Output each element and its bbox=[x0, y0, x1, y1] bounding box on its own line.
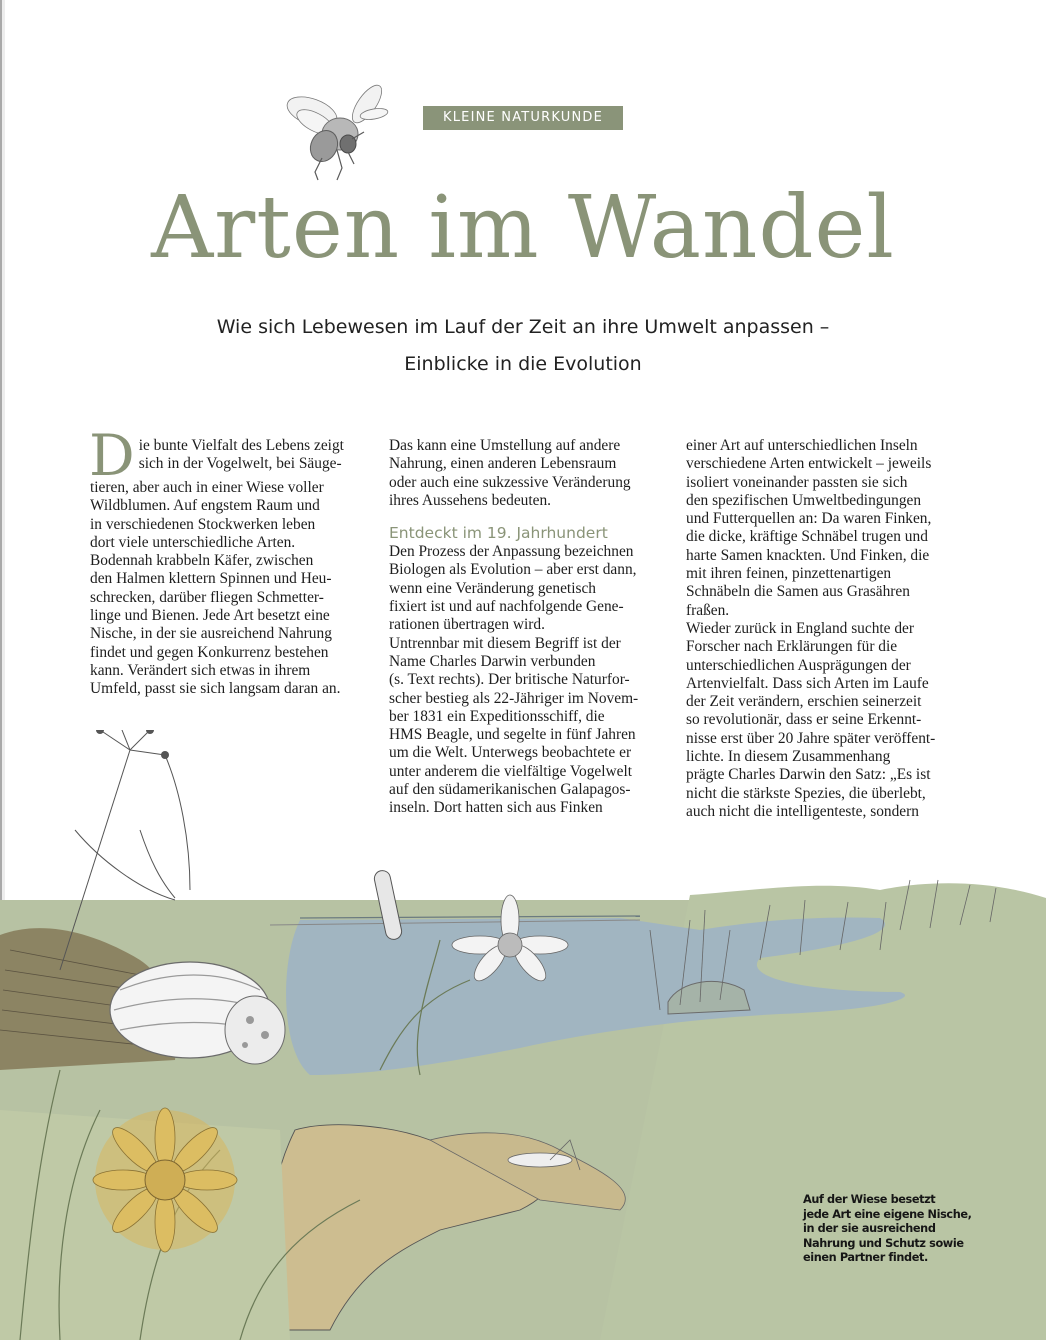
line: unter anderem die vielfältige Vogelwelt bbox=[389, 762, 633, 780]
line: um die Welt. Unterwegs beobachtete er bbox=[389, 744, 632, 762]
line: dort viele unterschiedliche Arten. bbox=[90, 533, 296, 551]
line: harte Samen knackten. Und Finken, die bbox=[686, 546, 930, 564]
line: in verschiedenen Stockwerken leben bbox=[90, 515, 316, 533]
drop-cap: D bbox=[89, 423, 135, 489]
line: prägte Charles Darwin den Satz: „Es ist bbox=[686, 766, 931, 784]
line: so revolutionär, dass er seine Erkennt- bbox=[686, 711, 922, 729]
line: nicht die stärkste Spezies, die überlebt, bbox=[686, 784, 926, 802]
line: isoliert voneinander passten sie sich bbox=[686, 473, 908, 491]
article-column-1 bbox=[89, 423, 372, 699]
line: linge und Bienen. Jede Art besetzt eine bbox=[90, 607, 330, 625]
line: tieren, aber auch in einer Wiese voller bbox=[90, 479, 324, 496]
caption-line: einen Partner findet. bbox=[803, 1251, 928, 1265]
line: auf den südamerikanischen Galapagos- bbox=[389, 781, 631, 799]
line: Umfeld, passt sie sich langsam daran an. bbox=[90, 680, 341, 698]
caption-line: in der sie ausreichend bbox=[803, 1222, 936, 1236]
line: ber 1831 ein Expeditionsschiff, die bbox=[389, 707, 605, 725]
line: rationen übertragen wird. bbox=[389, 616, 545, 634]
line: mit ihren feinen, pinzettenartigen bbox=[686, 565, 892, 583]
line: fraßen. bbox=[686, 601, 730, 619]
line: wenn eine Veränderung genetisch bbox=[389, 579, 596, 597]
line: sich in der Vogelwelt, bei Säuge- bbox=[138, 455, 342, 473]
image-caption bbox=[803, 1193, 993, 1266]
section-kicker: KLEINE NATURKUNDE bbox=[423, 106, 623, 130]
line: Artenvielfalt. Dass sich Arten im Laufe bbox=[686, 674, 929, 692]
subtitle-line-2: Einblicke in die Evolution bbox=[404, 353, 642, 375]
line: schrecken, darüber fliegen Schmetter- bbox=[90, 588, 324, 606]
line: inseln. Dort hatten sich aus Finken bbox=[389, 799, 603, 817]
line: Name Charles Darwin verbunden bbox=[389, 652, 596, 670]
bee-icon bbox=[282, 84, 392, 184]
subtitle-line-1: Wie sich Lebewesen im Lauf der Zeit an ihre Umwelt anpassen – bbox=[216, 316, 830, 338]
line: findet und gegen Konkurrenz bestehen bbox=[90, 643, 329, 661]
line: oder auch eine sukzessive Veränderung bbox=[389, 473, 631, 491]
line: fixiert ist und auf nachfolgende Gene- bbox=[389, 598, 624, 616]
section-subheading: Entdeckt im 19. Jahrhundert bbox=[389, 524, 608, 543]
line: der Zeit verändern, erschien seinerzeit bbox=[686, 693, 922, 711]
line: einer Art auf unterschiedlichen Inseln bbox=[686, 437, 918, 454]
line: nisse erst über 20 Jahre später veröffent- bbox=[686, 729, 936, 747]
line: ie bunte Vielfalt des Lebens zeigt bbox=[138, 437, 344, 454]
line: unterschiedlichen Ausprägungen der bbox=[686, 656, 911, 674]
line: Biologen als Evolution – aber erst dann, bbox=[389, 561, 637, 579]
line: Schnäbeln die Samen aus Grasähren bbox=[686, 583, 910, 601]
line: Wildblumen. Auf engstem Raum und bbox=[90, 497, 320, 515]
caption-line: Auf der Wiese besetzt bbox=[803, 1193, 936, 1206]
line: (s. Text rechts). Der britische Naturfor- bbox=[389, 671, 630, 689]
line: den spezifischen Umweltbedingungen bbox=[686, 491, 922, 509]
caption-line: jede Art eine eigene Nische, bbox=[803, 1207, 972, 1221]
line: lichte. In diesem Zusammenhang bbox=[686, 748, 891, 766]
line: verschiedene Arten entwickelt – jeweils bbox=[686, 455, 932, 473]
page-title: Arten im Wandel bbox=[151, 178, 895, 278]
line: kann. Verändert sich etwas in ihrem bbox=[90, 661, 311, 679]
line: den Halmen klettern Spinnen und Heu- bbox=[90, 570, 332, 588]
line: Nahrung, einen anderen Lebensraum bbox=[389, 455, 617, 473]
caption-line: Nahrung und Schutz sowie bbox=[803, 1236, 964, 1250]
line: und Futterquellen an: Da waren Finken, bbox=[686, 510, 932, 528]
line: scher bestieg als 22-Jähriger im Novem- bbox=[389, 689, 639, 707]
page-subtitle bbox=[0, 309, 1046, 383]
line: Den Prozess der Anpassung bezeichnen bbox=[389, 543, 634, 561]
line: Untrennbar mit diesem Begriff ist der bbox=[389, 634, 621, 652]
line: Nische, in der sie ausreichend Nahrung bbox=[90, 625, 332, 643]
line: die dicke, kräftige Schnäbel trugen und bbox=[686, 528, 928, 546]
line: HMS Beagle, und segelte in fünf Jahren bbox=[389, 726, 636, 744]
line: Bodennah krabbeln Käfer, zwischen bbox=[90, 552, 314, 570]
line: ihres Aussehens bedeuten. bbox=[389, 491, 551, 509]
line: auch nicht die intelligenteste, sondern bbox=[686, 802, 919, 820]
line: Das kann eine Umstellung auf andere bbox=[389, 437, 621, 454]
line: Wieder zurück in England suchte der bbox=[686, 619, 915, 637]
line: Forscher nach Erklärungen für die bbox=[686, 638, 898, 656]
